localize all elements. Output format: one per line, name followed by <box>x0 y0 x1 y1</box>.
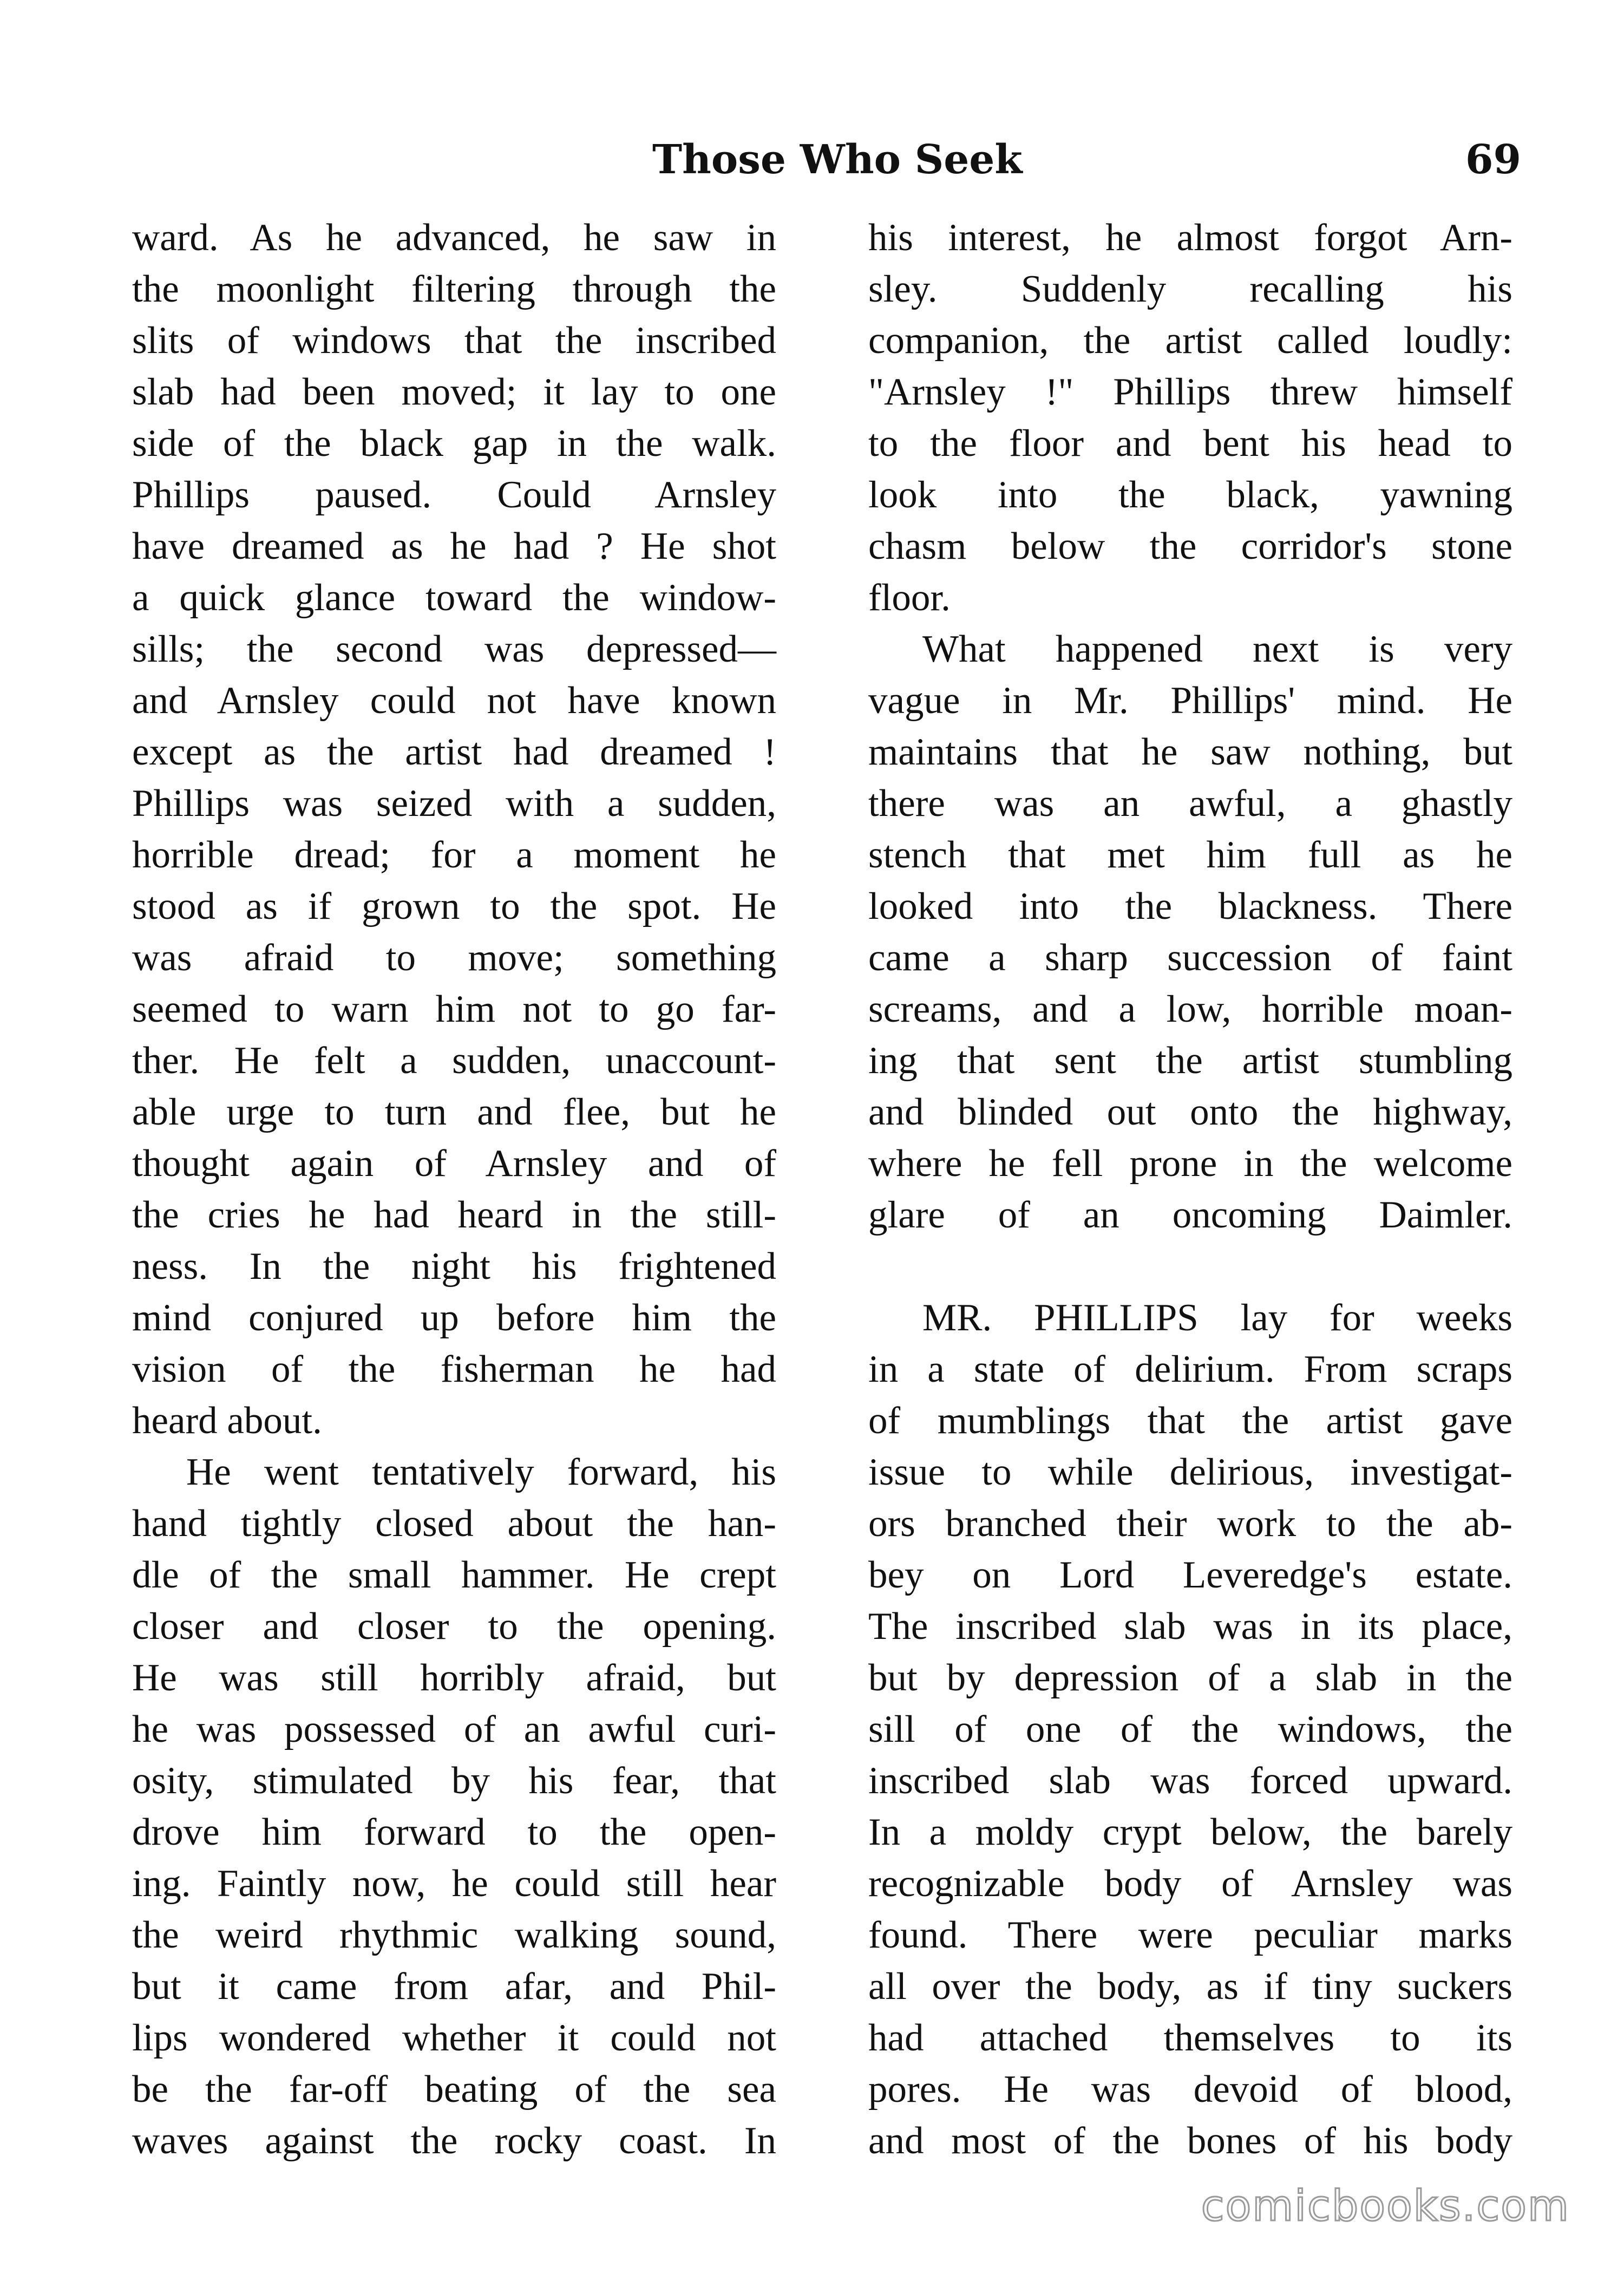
watermark: comicbooks.com <box>1201 2182 1570 2231</box>
text-line: had attached themselves to its <box>868 2017 1512 2059</box>
text-line: look into the black, yawning <box>868 474 1512 516</box>
text-line: What happened next is very <box>922 628 1512 670</box>
text-line: bey on Lord Leveredge's estate. <box>868 1554 1512 1596</box>
text-line: "Arnsley !" Phillips threw himself <box>868 371 1512 413</box>
text-line: in a state of delirium. From scraps <box>868 1348 1512 1390</box>
running-title: Those Who Seek <box>652 136 1023 183</box>
text-line: hand tightly closed about the han- <box>132 1502 776 1545</box>
text-line: his interest, he almost forgot Arn- <box>868 217 1512 259</box>
text-line: stood as if grown to the spot. He <box>132 885 776 927</box>
text-line: found. There were peculiar marks <box>868 1914 1512 1956</box>
right-column <box>868 212 1512 2167</box>
text-line: have dreamed as he had ? He shot <box>132 525 776 567</box>
text-line: ors branched their work to the ab- <box>868 1502 1512 1545</box>
text-line: sill of one of the windows, the <box>868 1708 1512 1750</box>
text-line: maintains that he saw nothing, but <box>868 731 1512 773</box>
text-line: closer and closer to the opening. <box>132 1605 776 1648</box>
text-line: inscribed slab was forced upward. <box>868 1760 1512 1802</box>
text-line: the cries he had heard in the still- <box>132 1194 776 1236</box>
text-line: dle of the small hammer. He crept <box>132 1554 776 1596</box>
text-line: came a sharp succession of faint <box>868 937 1512 979</box>
paragraph <box>868 624 1512 1241</box>
text-line: stench that met him full as he <box>868 834 1512 876</box>
left-column <box>132 212 776 2167</box>
text-line: of mumblings that the artist gave <box>868 1400 1512 1442</box>
text-line: drove him forward to the open- <box>132 1811 776 1853</box>
text-line: slab had been moved; it lay to one <box>132 371 776 413</box>
text-line: glare of an oncoming Daimler. <box>868 1194 1512 1236</box>
text-line: issue to while delirious, investigat- <box>868 1451 1512 1493</box>
text-line: to the floor and bent his head to <box>868 422 1512 465</box>
text-line: and most of the bones of his body <box>868 2120 1512 2162</box>
text-line: slits of windows that the inscribed <box>132 319 776 362</box>
text-line: the weird rhythmic walking sound, <box>132 1914 776 1956</box>
text-line: seemed to warn him not to go far- <box>132 988 776 1030</box>
text-line: ther. He felt a sudden, unaccount- <box>132 1040 776 1082</box>
text-line: sley. Suddenly recalling his <box>868 268 1512 310</box>
text-line: except as the artist had dreamed ! <box>132 731 776 773</box>
text-line: he was possessed of an awful curi- <box>132 1708 776 1750</box>
text-line: but it came from afar, and Phil- <box>132 1965 776 2008</box>
text-line: was afraid to move; something <box>132 937 776 979</box>
text-line: In a moldy crypt below, the barely <box>868 1811 1512 1853</box>
text-line: He went tentatively forward, his <box>186 1451 776 1493</box>
text-line: vision of the fisherman he had <box>132 1348 776 1390</box>
text-line: able urge to turn and flee, but he <box>132 1091 776 1133</box>
text-line: all over the body, as if tiny suckers <box>868 1965 1512 2008</box>
text-line: heard about. <box>132 1400 322 1442</box>
text-line: ing that sent the artist stumbling <box>868 1040 1512 1082</box>
paragraph <box>868 212 1512 624</box>
paragraph <box>868 1292 1512 2167</box>
text-line: chasm below the corridor's stone <box>868 525 1512 567</box>
text-line: The inscribed slab was in its place, <box>868 1605 1512 1648</box>
paragraph <box>132 212 776 1447</box>
text-line: where he fell prone in the welcome <box>868 1142 1512 1185</box>
running-header <box>0 130 1624 190</box>
text-line: waves against the rocky coast. In <box>132 2120 776 2162</box>
text-line: Phillips paused. Could Arnsley <box>132 474 776 516</box>
text-line: screams, and a low, horrible moan- <box>868 988 1512 1030</box>
text-line: a quick glance toward the window- <box>132 577 776 619</box>
text-line: vague in Mr. Phillips' mind. He <box>868 679 1512 722</box>
text-line: pores. He was devoid of blood, <box>868 2068 1512 2110</box>
text-line: He was still horribly afraid, but <box>132 1657 776 1699</box>
text-line: lips wondered whether it could not <box>132 2017 776 2059</box>
text-line: Phillips was seized with a sudden, <box>132 782 776 825</box>
text-line: MR. PHILLIPS lay for weeks <box>922 1297 1512 1339</box>
text-line: the moonlight filtering through the <box>132 268 776 310</box>
text-line: and blinded out onto the highway, <box>868 1091 1512 1133</box>
page-number: 69 <box>1465 136 1521 183</box>
text-line: and Arnsley could not have known <box>132 679 776 722</box>
text-line: recognizable body of Arnsley was <box>868 1863 1512 1905</box>
paragraph <box>132 1447 776 2167</box>
text-line: be the far-off beating of the sea <box>132 2068 776 2110</box>
text-line: floor. <box>868 577 951 619</box>
text-line: mind conjured up before him the <box>132 1297 776 1339</box>
text-line: sills; the second was depressed— <box>132 628 776 670</box>
text-line: companion, the artist called loudly: <box>868 319 1512 362</box>
section-break <box>868 1241 1512 1292</box>
text-line: ing. Faintly now, he could still hear <box>132 1863 776 1905</box>
text-line: looked into the blackness. There <box>868 885 1512 927</box>
text-line: ward. As he advanced, he saw in <box>132 217 776 259</box>
text-line: side of the black gap in the walk. <box>132 422 776 465</box>
text-line: there was an awful, a ghastly <box>868 782 1512 825</box>
text-line: horrible dread; for a moment he <box>132 834 776 876</box>
text-line: osity, stimulated by his fear, that <box>132 1760 776 1802</box>
text-line: ness. In the night his frightened <box>132 1245 776 1288</box>
text-line: but by depression of a slab in the <box>868 1657 1512 1699</box>
text-line: thought again of Arnsley and of <box>132 1142 776 1185</box>
